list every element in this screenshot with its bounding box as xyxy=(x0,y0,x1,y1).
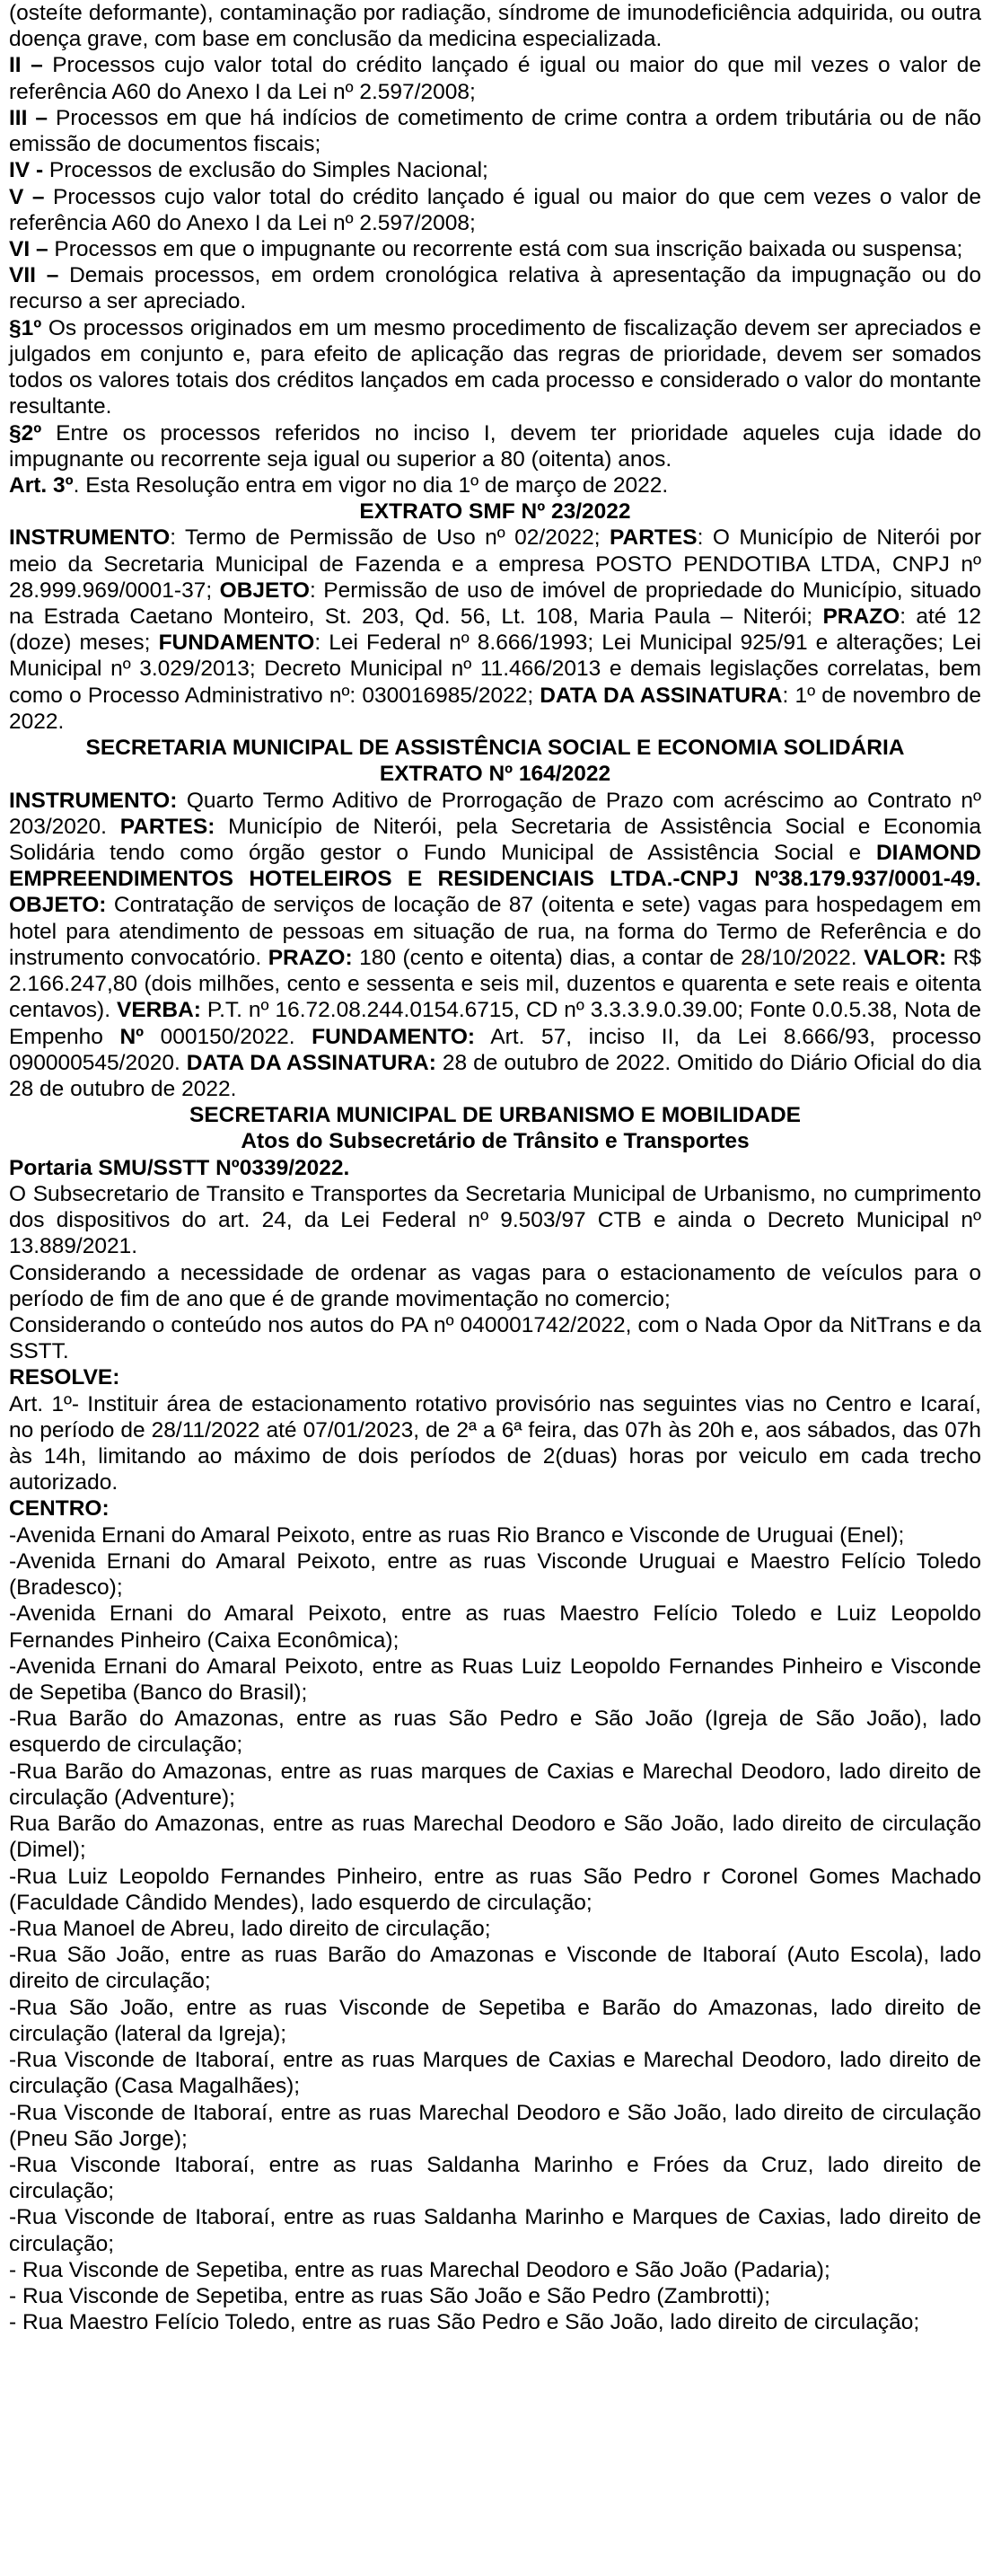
item-heading: IV - xyxy=(9,158,44,183)
list-item: -Rua São João, entre as ruas Barão do Amazonas e Visconde de Itaboraí (Auto Escola), lado direito de circulação; xyxy=(9,1943,981,1994)
item-text: Processos em que o impugnante ou recorrente está com sua inscrição baixada ou suspensa; xyxy=(48,236,963,261)
label: PRAZO: xyxy=(268,945,353,970)
list-item: -Rua Visconde de Itaboraí, entre as ruas Marques de Caxias e Marechal Deodoro, lado direito de circulação (Casa Magalhães); xyxy=(9,2048,981,2099)
item-heading: III – xyxy=(9,105,48,130)
label: DATA DA ASSINATURA: xyxy=(186,1050,436,1075)
list-item: -Rua Barão do Amazonas, entre as ruas São Pedro e São João (Igreja de São João), lado esquerdo de circulação; xyxy=(9,1707,981,1758)
paragraph xyxy=(9,157,981,183)
item-text: Processos cujo valor total do crédito lançado é igual ou maior do que mil vezes o valor de referência A60 do Anexo I da Lei nº 2.597/2008; xyxy=(9,53,981,104)
item-heading: §1º xyxy=(9,315,42,340)
list-item: -Rua Barão do Amazonas, entre as ruas marques de Caxias e Marechal Deodoro, lado direito de circulação (Adventure); xyxy=(9,1759,981,1810)
label: OBJETO xyxy=(219,578,310,603)
text: 180 (cento e oitenta) dias, a contar de 28/10/2022. xyxy=(352,945,865,970)
list-item: Rua Barão do Amazonas, entre as ruas Marechal Deodoro e São João, lado direito de circulação (Dimel); xyxy=(9,1812,981,1863)
list-item: -Avenida Ernani do Amaral Peixoto, entre as ruas Rio Branco e Visconde de Uruguai (Enel); xyxy=(9,1522,905,1548)
portaria-title: Portaria SMU/SSTT Nº0339/2022. xyxy=(9,1155,350,1180)
label: VALOR: xyxy=(864,945,947,970)
label: PRAZO xyxy=(822,604,900,630)
list-item: -Rua Visconde Itaboraí, entre as ruas Saldanha Marinho e Fróes da Cruz, lado direito de circulação; xyxy=(9,2152,981,2204)
paragraph xyxy=(9,105,981,157)
text: : até 12 (doze) meses; xyxy=(9,604,981,656)
section-subheading: EXTRATO Nº 164/2022 xyxy=(379,762,611,787)
paragraph: Art. 1º- Instituir área de estacionamento rotativo provisório nas seguintes vias no Centro e Icaraí, no período de 28/11/2022 até 07/01/2023, de 2ª a 6ª feira, das 07h às 20h e, aos sábados, das 07h às 14h, limitando ao máximo de dois períodos de 2(duas) horas por veiculo em cada trecho autorizado. xyxy=(9,1391,981,1495)
section-heading: SECRETARIA MUNICIPAL DE ASSISTÊNCIA SOCIAL E ECONOMIA SOLIDÁRIA xyxy=(85,736,905,761)
item-text: Processos de exclusão do Simples Nacional; xyxy=(43,158,488,183)
text: : Lei Federal nº 8.666/1993; Lei Municipal 925/91 e alterações; Lei Municipal nº 3.029/2013; Decreto Municipal nº 11.466/2013 e demais legislações correlatas, bem como o Processo Administrativo nº: 030016985/2022; xyxy=(9,631,981,708)
text: 28 de outubro de 2022. Omitido do Diário Oficial do dia 28 de outubro de 2022. xyxy=(9,1050,981,1101)
list-item: -Rua Visconde de Itaboraí, entre as ruas Saldanha Marinho e Marques de Caxias, lado direito de circulação; xyxy=(9,2205,981,2256)
paragraph: Considerando o conteúdo nos autos do PA nº 040001742/2022, com o Nada Opor da NitTrans e da SSTT. xyxy=(9,1312,981,1364)
label: FUNDAMENTO: xyxy=(312,1024,476,1049)
label: Nº xyxy=(119,1024,145,1049)
list-item: -Avenida Ernani do Amaral Peixoto, entre as ruas Visconde Uruguai e Maestro Felício Toledo (Bradesco); xyxy=(9,1548,981,1601)
paragraph xyxy=(9,472,981,498)
paragraph xyxy=(9,52,981,104)
label: DIAMOND EMPREENDIMENTOS HOTELEIROS E RESIDENCIAIS LTDA.-CNPJ Nº38.179.937/0001-49. OBJETO: xyxy=(9,841,981,918)
paragraph xyxy=(9,236,981,262)
list-item: -Rua Manoel de Abreu, lado direito de circulação; xyxy=(9,1916,491,1941)
text: Município de Niterói, pela Secretaria de Assistência Social e Economia Solidária tendo como órgão gestor o Fundo Municipal de Assistência Social e xyxy=(9,814,982,865)
paragraph: (osteíte deformante), contaminação por radiação, síndrome de imunodeficiência adquirida, ou outra doença grave, com base em conclusão da medicina especializada. xyxy=(9,1,981,52)
item-text: Processos em que há indícios de cometimento de crime contra a ordem tributária ou de não emissão de documentos fiscais; xyxy=(9,105,981,157)
label: VERBA: xyxy=(117,998,201,1023)
list-item: -Avenida Ernani do Amaral Peixoto, entre as Ruas Luiz Leopoldo Fernandes Pinheiro e Visconde de Sepetiba (Banco do Brasil); xyxy=(9,1654,981,1705)
item-heading: II – xyxy=(9,53,43,78)
paragraph xyxy=(9,420,981,472)
item-heading: §2º xyxy=(9,420,42,446)
text: P.T. nº 16.72.08.244.0154.6715, CD nº 3.3.3.9.0.39.00; Fonte 0.0.5.38, Nota de Empenho xyxy=(9,998,981,1049)
item-heading: Art. 3º xyxy=(9,472,74,498)
item-text: Processos cujo valor total do crédito lançado é igual ou maior do que cem vezes o valor de referência A60 do Anexo I da Lei nº 2.597/2008; xyxy=(9,184,981,235)
item-text: Os processos originados em um mesmo procedimento de fiscalização devem ser apreciados e julgados em conjunto e, para efeito de aplicação das regras de prioridade, devem ser somados todos os valores totais dos créditos lançados em cada processo e considerado o valor do montante resultante. xyxy=(9,315,981,419)
centro-heading: CENTRO: xyxy=(9,1496,110,1522)
item-text: Demais processos, em ordem cronológica relativa à apresentação da impugnação ou do recurso a ser apreciado. xyxy=(9,263,981,314)
text: : O Município de Niterói por meio da Secretaria Municipal de Fazenda e a empresa POSTO PENDOTIBA LTDA, CNPJ nº 28.999.969/0001-37; xyxy=(9,525,981,603)
list-item: - Rua Visconde de Sepetiba, entre as ruas Marechal Deodoro e São João (Padaria); xyxy=(9,2257,830,2282)
item-heading: VII – xyxy=(9,263,59,288)
resolve-heading: RESOLVE: xyxy=(9,1365,120,1390)
text: : Permissão de uso de imóvel de propriedade do Município, situado na Estrada Caetano Monteiro, St. 203, Qd. 56, Lt. 108, Maria Paula – Niterói; xyxy=(9,578,981,630)
text: Art. 57, inciso II, da Lei 8.666/93, processo 090000545/2020. xyxy=(9,1024,981,1075)
label: FUNDAMENTO xyxy=(158,631,315,656)
label: INSTRUMENTO: xyxy=(9,788,178,813)
section-subheading: Atos do Subsecretário de Trânsito e Transportes xyxy=(241,1129,750,1154)
section-heading: SECRETARIA MUNICIPAL DE URBANISMO E MOBILIDADE xyxy=(189,1103,802,1128)
item-text: Entre os processos referidos no inciso I, devem ter prioridade aqueles cuja idade do impugnante ou recorrente seja igual ou superior a 80 (oitenta) anos. xyxy=(9,420,981,472)
paragraph xyxy=(9,788,981,1103)
label: INSTRUMENTO xyxy=(9,525,171,551)
text: Contratação de serviços de locação de 87 (oitenta e sete) vagas para hospedagem em hotel para atendimento de pessoas em situação de rua, na forma do Termo de Referência e do instrumento convocatório. xyxy=(9,893,981,970)
list-item: - Rua Maestro Felício Toledo, entre as ruas São Pedro e São João, lado direito de circulação; xyxy=(9,2310,920,2335)
text: R$ 2.166.247,80 (dois milhões, cento e sessenta e seis mil, duzentos e quarenta e sete reais e oitenta centavos). xyxy=(9,945,981,1023)
label: PARTES: xyxy=(119,814,215,839)
paragraph xyxy=(9,525,981,735)
item-text: . Esta Resolução entra em vigor no dia 1º de março de 2022. xyxy=(73,472,669,498)
paragraph xyxy=(9,184,981,236)
list-item: -Rua São João, entre as ruas Visconde de Sepetiba e Barão do Amazonas, lado direito de circulação (lateral da Igreja); xyxy=(9,1995,981,2046)
text: : 1º de novembro de 2022. xyxy=(9,683,981,734)
text: Quarto Termo Aditivo de Prorrogação de Prazo com acréscimo ao Contrato nº 203/2020. xyxy=(9,788,981,839)
item-heading: V – xyxy=(9,184,45,209)
text: : Termo de Permissão de Uso nº 02/2022; xyxy=(170,525,610,551)
label: DATA DA ASSINATURA xyxy=(540,683,783,708)
list-item: -Rua Visconde de Itaboraí, entre as ruas Marechal Deodoro e São João, lado direito de circulação (Pneu São Jorge); xyxy=(9,2100,981,2151)
item-heading: VI – xyxy=(9,236,48,261)
paragraph xyxy=(9,262,981,314)
paragraph xyxy=(9,315,981,420)
section-heading: EXTRATO SMF Nº 23/2022 xyxy=(359,499,631,525)
paragraph: O Subsecretario de Transito e Transportes da Secretaria Municipal de Urbanismo, no cumprimento dos dispositivos do art. 24, da Lei Federal nº 9.503/97 CTB e ainda o Decreto Municipal nº 13.889/2021. xyxy=(9,1181,981,1259)
list-item: -Rua Luiz Leopoldo Fernandes Pinheiro, entre as ruas São Pedro r Coronel Gomes Machado (Faculdade Cândido Mendes), lado esquerdo de circulação; xyxy=(9,1864,981,1915)
text: 000150/2022. xyxy=(144,1024,312,1049)
label: PARTES xyxy=(610,525,698,551)
list-item: -Avenida Ernani do Amaral Peixoto, entre as ruas Maestro Felício Toledo e Luiz Leopoldo Fernandes Pinheiro (Caixa Econômica); xyxy=(9,1601,981,1653)
list-item: - Rua Visconde de Sepetiba, entre as ruas São João e São Pedro (Zambrotti); xyxy=(9,2284,771,2309)
paragraph: Considerando a necessidade de ordenar as vagas para o estacionamento de veículos para o período de fim de ano que é de grande movimentação no comercio; xyxy=(9,1260,981,1311)
